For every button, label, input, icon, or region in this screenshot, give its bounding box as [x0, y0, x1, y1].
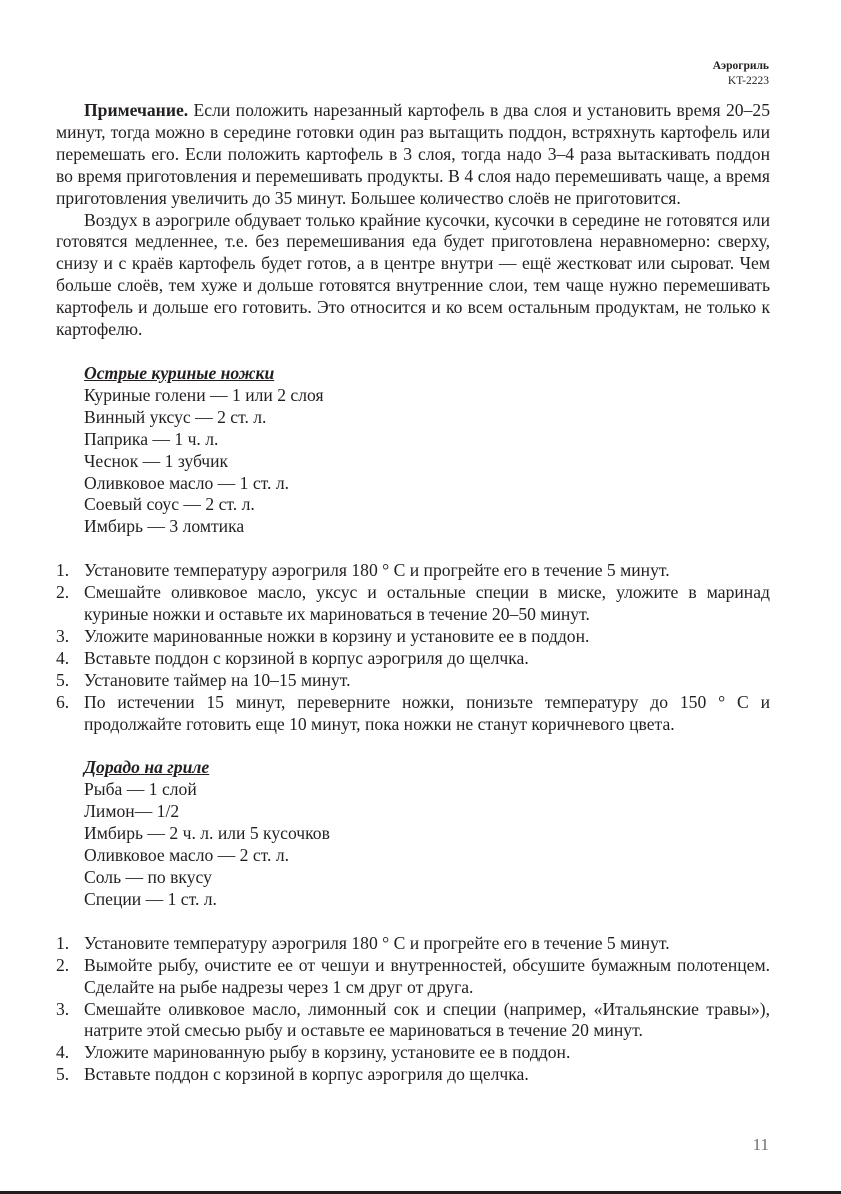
recipe-chicken	[56, 363, 770, 736]
ingredient-item: Оливковое масло — 2 ст. л.	[84, 845, 290, 866]
step-text: Установите таймер на 10–15 минут.	[84, 669, 351, 690]
step-item	[56, 648, 770, 670]
step-number: 4.	[56, 647, 70, 668]
step-number: 5.	[56, 1064, 70, 1085]
step-number: 2.	[56, 954, 70, 975]
step-item	[56, 626, 770, 648]
step-number: 5.	[56, 669, 70, 690]
ingredient-item: Соевый соус — 2 ст. л.	[84, 494, 255, 515]
recipe-dorado	[56, 757, 770, 1086]
air-flow-paragraph: Воздух в аэрогриле обдувает только крайние кусочки, кусочки в середине не готовятся или готовятся медленнее, т.е. без перемешивания еда будет приготовлена неравномерно: сверху, снизу и с краёв картофель будет готов, а в центре внутри — ещё жестковат или сыроват. Чем больше слоёв, тем хуже и дольше готовятся внутренние слои, тем чаще нужно перемешивать картофель и дольше его готовить. Это относится и ко всем остальным продуктам, не только к картофелю.	[56, 209, 770, 340]
step-text: Уложите маринованные ножки в корзину и установите ее в поддон.	[84, 625, 590, 646]
ingredient-item: Куриные голени — 1 или 2 слоя	[84, 384, 324, 405]
step-item	[56, 692, 770, 736]
running-header	[713, 59, 769, 89]
page-content	[56, 100, 770, 1086]
step-text: Вставьте поддон с корзиной в корпус аэрогриля до щелчка.	[84, 647, 529, 668]
step-item	[56, 955, 770, 999]
step-text: Вымойте рыбу, очистите ее от чешуи и внутренностей, обсушите бумажным полотенцем. Сделайте на рыбе надрезы через 1 см друг от друга.	[84, 954, 770, 997]
step-item	[56, 1042, 770, 1064]
recipe-title: Дорадо на гриле	[84, 757, 210, 778]
recipe-title: Острые куриные ножки	[84, 362, 275, 383]
step-text: Установите температуру аэрогриля 180 ° С и прогрейте его в течение 5 минут.	[84, 932, 670, 953]
step-text: Установите температуру аэрогриля 180 ° С и прогрейте его в течение 5 минут.	[84, 560, 670, 581]
ingredient-list	[56, 779, 770, 910]
step-item	[56, 670, 770, 692]
step-item	[56, 560, 770, 582]
header-title: Аэрогриль	[712, 60, 769, 72]
page-number: 11	[752, 1135, 769, 1154]
step-number: 2.	[56, 582, 70, 603]
ingredient-item: Паприка — 1 ч. л.	[84, 428, 219, 449]
ingredient-list	[56, 385, 770, 538]
step-text: По истечении 15 минут, переверните ножки, понизьте температуру до 150 ° С и продолжайте готовить еще 10 минут, пока ножки не станут коричневого цвета.	[84, 691, 770, 734]
step-item	[56, 582, 770, 626]
ingredient-item: Рыба — 1 слой	[84, 779, 197, 800]
step-text: Смешайте оливковое масло, лимонный сок и специи (например, «Итальянские травы»), натрите этой смесью рыбу и оставьте ее мариноваться в течение 20 минут.	[84, 998, 770, 1041]
ingredient-item: Соль — по вкусу	[84, 867, 212, 887]
step-list	[56, 933, 770, 1086]
step-number: 6.	[56, 691, 70, 712]
ingredient-item: Лимон— 1/2	[84, 801, 180, 822]
step-number: 1.	[56, 560, 70, 581]
step-number: 3.	[56, 998, 70, 1019]
ingredient-item: Чеснок — 1 зубчик	[84, 450, 229, 471]
header-model: KT-2223	[727, 75, 769, 87]
note-label: Примечание.	[84, 100, 189, 120]
step-text: Вставьте поддон с корзиной в корпус аэрогриля до щелчка.	[84, 1064, 529, 1085]
step-item	[56, 999, 770, 1043]
step-text: Смешайте оливковое масло, уксус и остальные специи в миске, уложите в маринад куриные ножки и оставьте их мариноваться в течение 20–50 минут.	[84, 582, 770, 625]
ingredient-item: Имбирь — 2 ч. л. или 5 кусочков	[84, 823, 330, 844]
step-item	[56, 933, 770, 955]
step-number: 3.	[56, 625, 70, 646]
note-text: Если положить нарезанный картофель в два слоя и установить время 20–25 минут, тогда можно в середине готовки один раз вытащить поддон, встряхнуть картофель или перемешать его. Если положить картофель в 3 слоя, тогда надо 3–4 раза вытаскивать поддон во время приготовления и перемешивать продукты. В 4 слоя надо перемешивать чаще, а время приготовления увеличить до 35 минут. Большее количество слоёв не приготовится.	[56, 100, 770, 208]
note-paragraph	[56, 100, 770, 210]
ingredient-item: Оливковое масло — 1 ст. л.	[84, 472, 290, 493]
step-item	[56, 1064, 770, 1086]
ingredient-item: Специи — 1 ст. л.	[84, 888, 217, 909]
step-list	[56, 560, 770, 735]
ingredient-item: Винный уксус — 2 ст. л.	[84, 406, 267, 427]
step-number: 1.	[56, 932, 70, 953]
step-text: Уложите маринованную рыбу в корзину, установите ее в поддон.	[84, 1042, 571, 1063]
step-number: 4.	[56, 1042, 70, 1063]
ingredient-item: Имбирь — 3 ломтика	[84, 516, 245, 537]
